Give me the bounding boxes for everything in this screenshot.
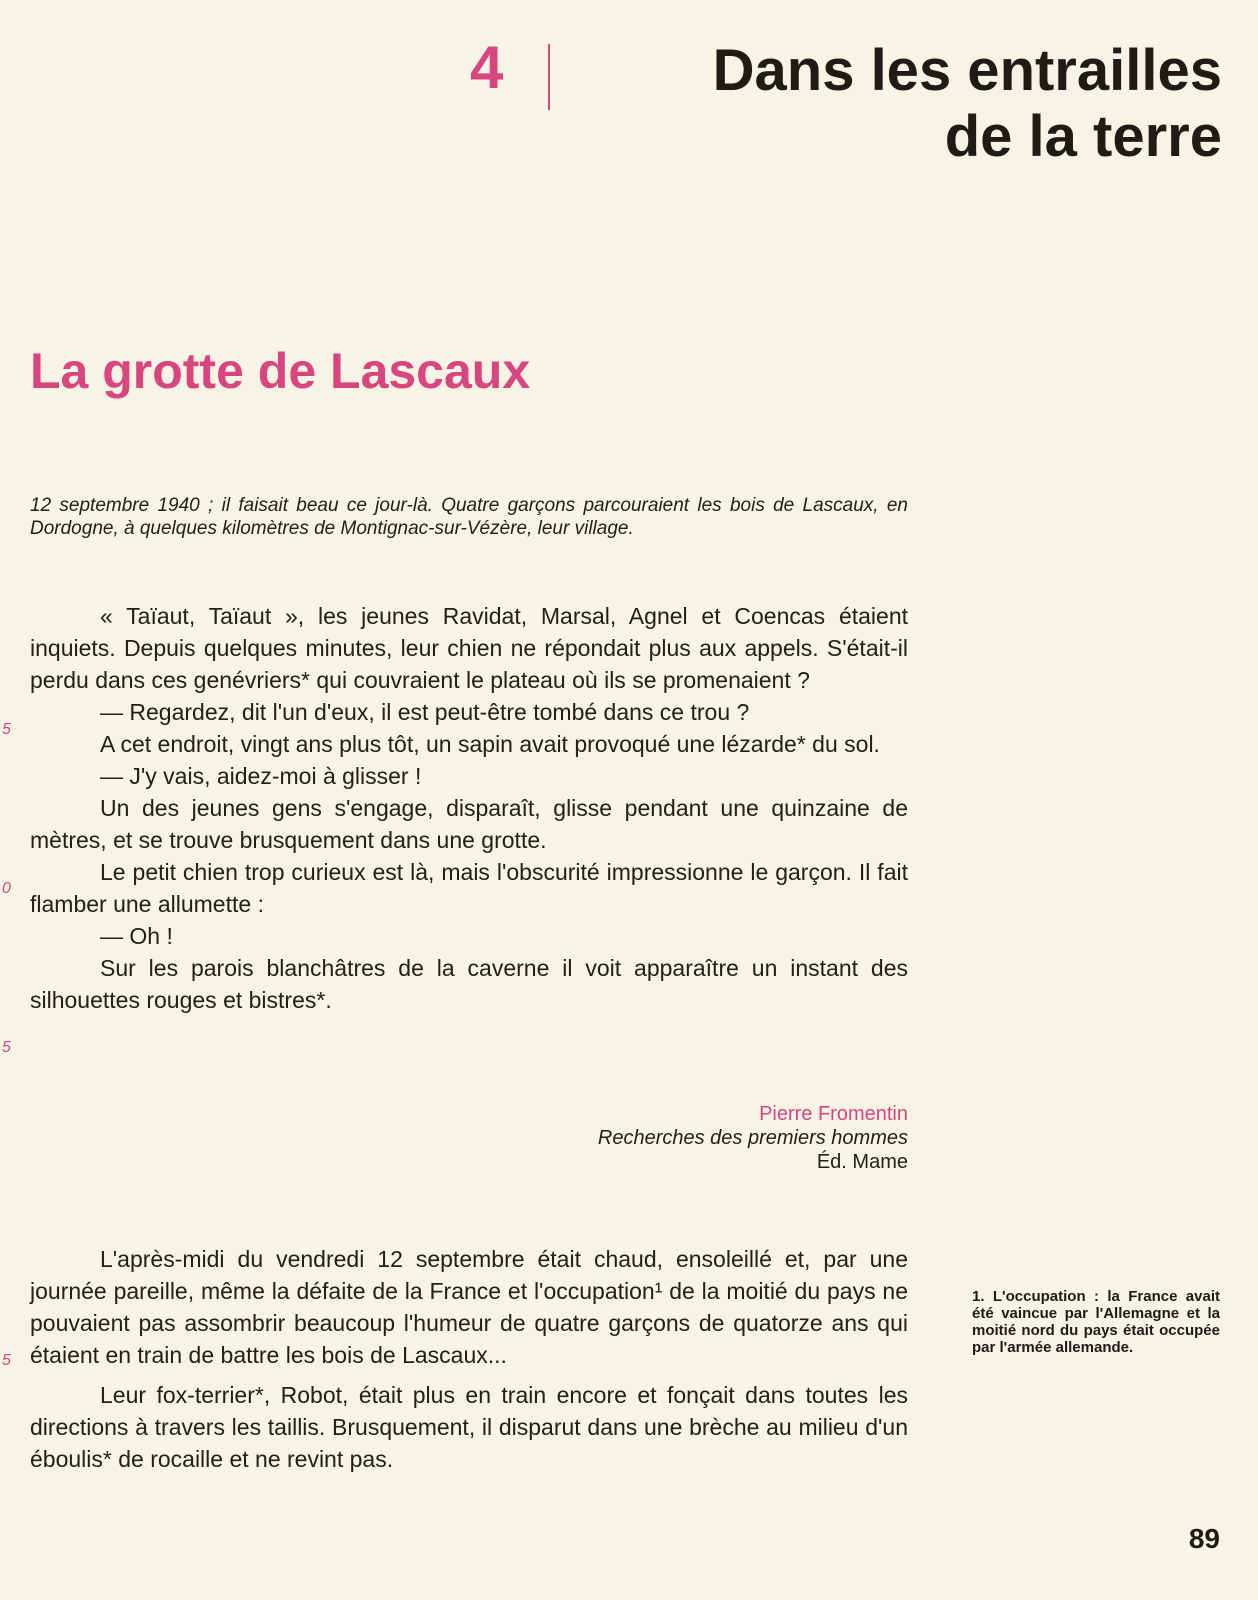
line-number: 0 [2,880,11,897]
chapter-number: 4 [470,34,504,101]
attribution [430,1102,908,1174]
excerpt-2 [30,1243,908,1475]
excerpt-1 [30,600,908,1016]
line-number: 5 [2,721,11,738]
line-number: 5 [2,1352,11,1369]
page-number: 89 [1188,1523,1220,1554]
chapter-title-line-2: de la terre [944,104,1222,169]
paragraph: — J'y vais, aidez-moi à glisser ! [100,763,422,789]
section-title: La grotte de Lascaux [30,343,531,399]
chapter-title-line-1: Dans les entrailles [712,38,1222,103]
paragraph: — Oh ! [100,923,173,949]
paragraph: Un des jeunes gens s'engage, disparaît, glisse pendant une quinzaine de mètres, et se trouve brusquement dans une grotte. [30,795,908,853]
intro-paragraph: 12 septembre 1940 ; il faisait beau ce jour-là. Quatre garçons parcouraient les bois de Lascaux, en Dordogne, à quelques kilomètres de Montignac-sur-Vézère, leur village. [30,495,908,539]
attribution-author: Pierre Fromentin [759,1103,908,1125]
attribution-book: Recherches des premiers hommes [597,1127,908,1149]
paragraph: Leur fox-terrier*, Robot, était plus en train encore et fonçait dans toutes les directions à travers les taillis. Brusquement, il disparut dans une brèche au milieu d'un éboulis* de rocaille et ne revint pas. [30,1382,908,1472]
footnote: 1. L'occupation : la France avait été vaincue par l'Allemagne et la moitié nord du pays était occupée par l'armée allemande. [972,1288,1220,1356]
paragraph: Le petit chien trop curieux est là, mais l'obscurité impressionne le garçon. Il fait flamber une allumette : [30,859,908,917]
chapter-title [522,38,1222,170]
paragraph: « Taïaut, Taïaut », les jeunes Ravidat, Marsal, Agnel et Coencas étaient inquiets. Depuis quelques minutes, leur chien ne répondait plus aux appels. S'était-il perdu dans ces genévriers* qui couvraient le plateau où ils se promenaient ? [30,603,908,693]
paragraph: A cet endroit, vingt ans plus tôt, un sapin avait provoqué une lézarde* du sol. [100,731,880,757]
paragraph: L'après-midi du vendredi 12 septembre était chaud, ensoleillé et, par une journée pareille, même la défaite de la France et l'occupation¹ de la moitié du pays ne pouvaient pas assombrir beaucoup l'humeur de quatre garçons de quatorze ans qui étaient en train de battre les bois de Lascaux... [30,1246,908,1368]
attribution-publisher: Éd. Mame [816,1151,908,1173]
line-number: 5 [2,1039,11,1056]
paragraph: — Regardez, dit l'un d'eux, il est peut-être tombé dans ce trou ? [100,699,750,725]
paragraph: Sur les parois blanchâtres de la caverne il voit apparaître un instant des silhouettes rouges et bistres*. [30,955,908,1013]
